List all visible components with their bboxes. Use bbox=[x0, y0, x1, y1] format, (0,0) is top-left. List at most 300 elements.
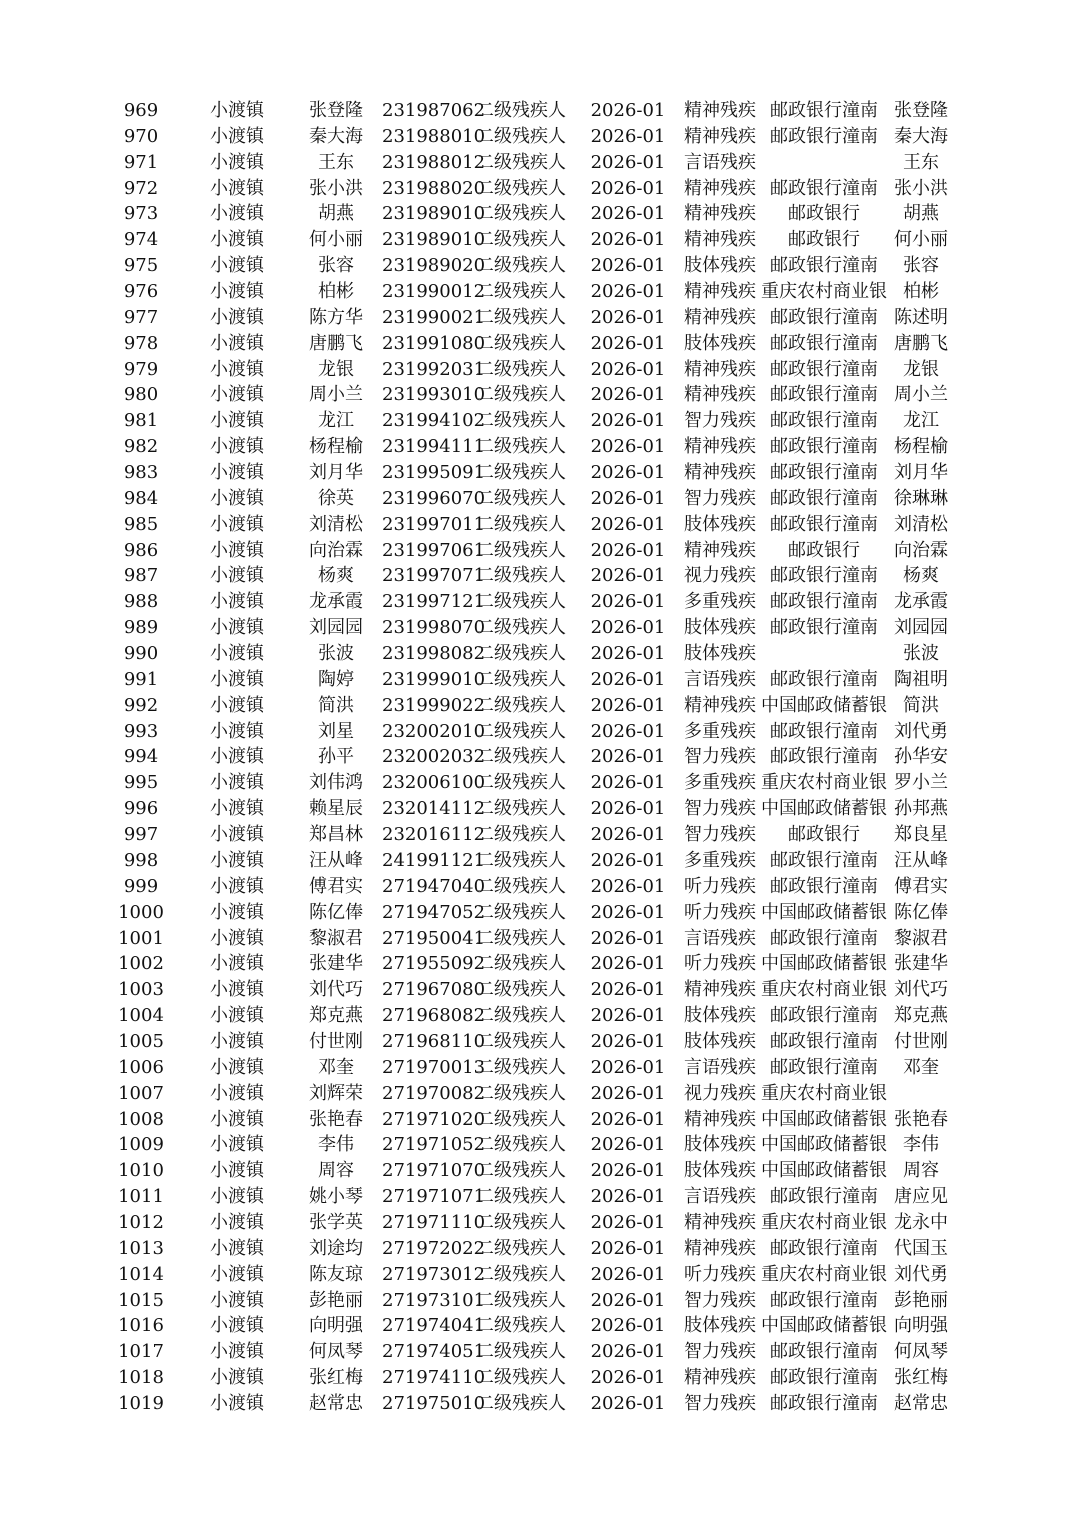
town-cell: 小渡镇 bbox=[210, 772, 264, 794]
name-cell: 傅君实 bbox=[309, 875, 363, 897]
bank-cell bbox=[770, 486, 878, 512]
row-number: 997 bbox=[123, 824, 159, 846]
disability-level-cell: 二级残疾人 bbox=[476, 591, 566, 613]
bank-cell bbox=[770, 1184, 878, 1210]
name-cell: 邓奎 bbox=[318, 1056, 354, 1078]
bank-text: 重庆农村商业银 bbox=[761, 772, 887, 794]
payee-cell: 张容 bbox=[903, 255, 939, 277]
bank-text: 邮政银行潼南 bbox=[770, 927, 878, 949]
row-number: 988 bbox=[123, 591, 159, 613]
disability-level-cell: 二级残疾人 bbox=[476, 281, 566, 303]
town-cell: 小渡镇 bbox=[210, 177, 264, 199]
disability-type-cell: 智力残疾 bbox=[684, 487, 756, 509]
row-number: 992 bbox=[123, 694, 159, 716]
bank-cell bbox=[770, 641, 878, 667]
date-cell: 2026-01 bbox=[590, 125, 666, 147]
disability-type-cell: 肢体残疾 bbox=[684, 1134, 756, 1156]
row-number: 990 bbox=[123, 643, 159, 665]
disability-level-cell: 二级残疾人 bbox=[476, 901, 566, 923]
town-cell: 小渡镇 bbox=[210, 358, 264, 380]
row-number: 1004 bbox=[118, 1005, 164, 1027]
payee-cell: 陈述明 bbox=[894, 306, 948, 328]
date-cell: 2026-01 bbox=[590, 694, 666, 716]
name-cell: 姚小琴 bbox=[309, 1186, 363, 1208]
disability-type-cell: 肢体残疾 bbox=[684, 1160, 756, 1182]
date-cell: 2026-01 bbox=[590, 1005, 666, 1027]
town-cell: 小渡镇 bbox=[210, 643, 264, 665]
bank-cell bbox=[770, 253, 878, 279]
bank-text: 中国邮政储蓄银 bbox=[761, 798, 887, 820]
disability-type-cell: 精神残疾 bbox=[684, 384, 756, 406]
table-row bbox=[0, 796, 1075, 822]
row-number: 981 bbox=[123, 410, 159, 432]
disability-type-cell: 智力残疾 bbox=[684, 1341, 756, 1363]
name-cell: 刘月华 bbox=[309, 462, 363, 484]
disability-level-cell: 二级残疾人 bbox=[476, 875, 566, 897]
bank-text: 邮政银行潼南 bbox=[770, 1237, 878, 1259]
bank-cell bbox=[770, 1391, 878, 1417]
payee-cell: 何凤琴 bbox=[894, 1341, 948, 1363]
payee-cell: 陈亿俸 bbox=[894, 901, 948, 923]
town-cell: 小渡镇 bbox=[210, 849, 264, 871]
bank-text: 中国邮政储蓄银 bbox=[761, 901, 887, 923]
row-number: 972 bbox=[123, 177, 159, 199]
bank-cell bbox=[770, 1339, 878, 1365]
table-row bbox=[0, 1288, 1075, 1314]
bank-text: 邮政银行潼南 bbox=[770, 617, 878, 639]
table-row bbox=[0, 382, 1075, 408]
table-row bbox=[0, 1236, 1075, 1262]
date-cell: 2026-01 bbox=[590, 539, 666, 561]
bank-cell bbox=[770, 98, 878, 124]
name-cell: 杨程榆 bbox=[309, 436, 363, 458]
table-row bbox=[0, 848, 1075, 874]
town-cell: 小渡镇 bbox=[210, 255, 264, 277]
bank-text: 邮政银行潼南 bbox=[770, 668, 878, 690]
disability-type-cell: 精神残疾 bbox=[684, 203, 756, 225]
date-cell: 2026-01 bbox=[590, 229, 666, 251]
town-cell: 小渡镇 bbox=[210, 1005, 264, 1027]
payee-cell: 彭艳丽 bbox=[894, 1289, 948, 1311]
bank-cell bbox=[770, 822, 878, 848]
table-row bbox=[0, 1158, 1075, 1184]
town-cell: 小渡镇 bbox=[210, 1186, 264, 1208]
name-cell: 何小丽 bbox=[309, 229, 363, 251]
disability-type-cell: 精神残疾 bbox=[684, 1108, 756, 1130]
disability-level-cell: 二级残疾人 bbox=[476, 1160, 566, 1182]
disability-type-cell: 肢体残疾 bbox=[684, 617, 756, 639]
bank-text: 邮政银行潼南 bbox=[770, 720, 878, 742]
payee-cell: 向治霖 bbox=[894, 539, 948, 561]
payee-cell: 唐应见 bbox=[894, 1186, 948, 1208]
row-number: 969 bbox=[123, 100, 159, 121]
row-number: 991 bbox=[123, 668, 159, 690]
table-row bbox=[0, 900, 1075, 926]
name-cell: 刘辉荣 bbox=[309, 1082, 363, 1104]
payee-cell: 杨程榆 bbox=[894, 436, 948, 458]
disability-type-cell: 精神残疾 bbox=[684, 436, 756, 458]
disability-level-cell: 二级残疾人 bbox=[476, 332, 566, 354]
bank-cell bbox=[770, 1236, 878, 1262]
id-number-cell: 231997061 bbox=[382, 539, 486, 561]
id-number-cell: 231994102 bbox=[382, 410, 486, 432]
town-cell: 小渡镇 bbox=[210, 875, 264, 897]
payee-cell: 刘代勇 bbox=[894, 720, 948, 742]
date-cell: 2026-01 bbox=[590, 849, 666, 871]
date-cell: 2026-01 bbox=[590, 1134, 666, 1156]
row-number: 977 bbox=[123, 306, 159, 328]
payee-cell: 周小兰 bbox=[894, 384, 948, 406]
disability-type-cell: 肢体残疾 bbox=[684, 255, 756, 277]
bank-text: 中国邮政储蓄银 bbox=[761, 1108, 887, 1130]
row-number: 980 bbox=[123, 384, 159, 406]
bank-cell bbox=[770, 719, 878, 745]
payee-cell: 刘园园 bbox=[894, 617, 948, 639]
bank-text: 邮政银行潼南 bbox=[770, 1289, 878, 1311]
bank-cell bbox=[770, 460, 878, 486]
table-row bbox=[0, 201, 1075, 227]
date-cell: 2026-01 bbox=[590, 1392, 666, 1414]
table-row bbox=[0, 563, 1075, 589]
id-number-cell: 231988012 bbox=[382, 151, 486, 173]
disability-level-cell: 二级残疾人 bbox=[476, 1056, 566, 1078]
date-cell: 2026-01 bbox=[590, 332, 666, 354]
payee-cell: 赵常忠 bbox=[894, 1392, 948, 1414]
bank-text: 邮政银行潼南 bbox=[770, 1005, 878, 1027]
id-number-cell: 231997011 bbox=[382, 513, 486, 535]
date-cell: 2026-01 bbox=[590, 720, 666, 742]
table-row bbox=[0, 1210, 1075, 1236]
disability-level-cell: 二级残疾人 bbox=[476, 565, 566, 587]
name-cell: 张登隆 bbox=[309, 100, 363, 121]
payee-cell: 代国玉 bbox=[894, 1237, 948, 1259]
town-cell: 小渡镇 bbox=[210, 1341, 264, 1363]
disability-type-cell: 肢体残疾 bbox=[684, 1315, 756, 1337]
disability-type-cell: 精神残疾 bbox=[684, 100, 756, 121]
bank-text: 邮政银行潼南 bbox=[770, 513, 878, 535]
payee-cell: 柏彬 bbox=[903, 281, 939, 303]
disability-type-cell: 多重残疾 bbox=[684, 772, 756, 794]
disability-level-cell: 二级残疾人 bbox=[476, 229, 566, 251]
name-cell: 郑克燕 bbox=[309, 1005, 363, 1027]
disability-type-cell: 智力残疾 bbox=[684, 1392, 756, 1414]
row-number: 970 bbox=[123, 125, 159, 147]
name-cell: 彭艳丽 bbox=[309, 1289, 363, 1311]
disability-level-cell: 二级残疾人 bbox=[476, 617, 566, 639]
bank-text: 中国邮政储蓄银 bbox=[761, 1315, 887, 1337]
table-row bbox=[0, 460, 1075, 486]
date-cell: 2026-01 bbox=[590, 1108, 666, 1130]
bank-text: 邮政银行潼南 bbox=[770, 462, 878, 484]
bank-text: 邮政银行潼南 bbox=[770, 565, 878, 587]
row-number: 1014 bbox=[118, 1263, 164, 1285]
id-number-cell: 271974041 bbox=[382, 1315, 486, 1337]
name-cell: 汪从峰 bbox=[309, 849, 363, 871]
disability-level-cell: 二级残疾人 bbox=[476, 1082, 566, 1104]
bank-text: 邮政银行潼南 bbox=[770, 384, 878, 406]
disability-type-cell: 言语残疾 bbox=[684, 668, 756, 690]
name-cell: 秦大海 bbox=[309, 125, 363, 147]
town-cell: 小渡镇 bbox=[210, 229, 264, 251]
disability-level-cell: 二级残疾人 bbox=[476, 1108, 566, 1130]
bank-cell bbox=[761, 1107, 887, 1133]
payee-cell: 郑克燕 bbox=[894, 1005, 948, 1027]
name-cell: 陈方华 bbox=[309, 306, 363, 328]
bank-text: 中国邮政储蓄银 bbox=[761, 1160, 887, 1182]
bank-cell bbox=[761, 1158, 887, 1184]
town-cell: 小渡镇 bbox=[210, 979, 264, 1001]
town-cell: 小渡镇 bbox=[210, 824, 264, 846]
bank-cell bbox=[770, 615, 878, 641]
row-number: 1006 bbox=[118, 1056, 164, 1078]
bank-text: 邮政银行潼南 bbox=[770, 1030, 878, 1052]
disability-type-cell: 多重残疾 bbox=[684, 720, 756, 742]
disability-level-cell: 二级残疾人 bbox=[476, 927, 566, 949]
row-number: 983 bbox=[123, 462, 159, 484]
id-number-cell: 271973101 bbox=[382, 1289, 486, 1311]
bank-cell bbox=[770, 1288, 878, 1314]
table-row bbox=[0, 1339, 1075, 1365]
id-number-cell: 271967080 bbox=[382, 979, 486, 1001]
id-number-cell: 271972022 bbox=[382, 1237, 486, 1259]
disability-level-cell: 二级残疾人 bbox=[476, 462, 566, 484]
disability-level-cell: 二级残疾人 bbox=[476, 798, 566, 820]
disability-level-cell: 二级残疾人 bbox=[476, 694, 566, 716]
id-number-cell: 232006100 bbox=[382, 772, 486, 794]
table-row bbox=[0, 615, 1075, 641]
disability-level-cell: 二级残疾人 bbox=[476, 1315, 566, 1337]
name-cell: 何凤琴 bbox=[309, 1341, 363, 1363]
bank-cell bbox=[770, 1055, 878, 1081]
table-row bbox=[0, 1365, 1075, 1391]
table-row bbox=[0, 331, 1075, 357]
date-cell: 2026-01 bbox=[590, 384, 666, 406]
date-cell: 2026-01 bbox=[590, 617, 666, 639]
table-row bbox=[0, 253, 1075, 279]
disability-type-cell: 听力残疾 bbox=[684, 875, 756, 897]
payee-cell: 何小丽 bbox=[894, 229, 948, 251]
date-cell: 2026-01 bbox=[590, 1237, 666, 1259]
payee-cell: 罗小兰 bbox=[894, 772, 948, 794]
payee-cell: 秦大海 bbox=[894, 125, 948, 147]
table-row bbox=[0, 1391, 1075, 1417]
disability-level-cell: 二级残疾人 bbox=[476, 384, 566, 406]
disability-level-cell: 二级残疾人 bbox=[476, 668, 566, 690]
bank-cell bbox=[761, 1210, 887, 1236]
bank-cell bbox=[761, 977, 887, 1003]
town-cell: 小渡镇 bbox=[210, 306, 264, 328]
payee-cell: 刘月华 bbox=[894, 462, 948, 484]
table-row bbox=[0, 874, 1075, 900]
name-cell: 周小兰 bbox=[309, 384, 363, 406]
name-cell: 陶婷 bbox=[318, 668, 354, 690]
row-number: 994 bbox=[123, 746, 159, 768]
disability-type-cell: 肢体残疾 bbox=[684, 1005, 756, 1027]
row-number: 974 bbox=[123, 229, 159, 251]
bank-cell bbox=[770, 538, 878, 564]
id-number-cell: 231997071 bbox=[382, 565, 486, 587]
payee-cell: 李伟 bbox=[903, 1134, 939, 1156]
town-cell: 小渡镇 bbox=[210, 410, 264, 432]
disability-level-cell: 二级残疾人 bbox=[476, 1134, 566, 1156]
date-cell: 2026-01 bbox=[590, 1082, 666, 1104]
disability-level-cell: 二级残疾人 bbox=[476, 1341, 566, 1363]
payee-cell: 黎淑君 bbox=[894, 927, 948, 949]
row-number: 973 bbox=[123, 203, 159, 225]
row-number: 1010 bbox=[118, 1160, 164, 1182]
disability-type-cell: 精神残疾 bbox=[684, 125, 756, 147]
date-cell: 2026-01 bbox=[590, 824, 666, 846]
table-row bbox=[0, 1029, 1075, 1055]
table-row bbox=[0, 1184, 1075, 1210]
date-cell: 2026-01 bbox=[590, 151, 666, 173]
row-number: 1018 bbox=[118, 1367, 164, 1389]
payee-cell: 张红梅 bbox=[894, 1367, 948, 1389]
disability-type-cell: 智力残疾 bbox=[684, 746, 756, 768]
town-cell: 小渡镇 bbox=[210, 694, 264, 716]
bank-cell bbox=[770, 848, 878, 874]
table-row bbox=[0, 279, 1075, 305]
town-cell: 小渡镇 bbox=[210, 100, 264, 121]
id-number-cell: 231992031 bbox=[382, 358, 486, 380]
disability-level-cell: 二级残疾人 bbox=[476, 1005, 566, 1027]
table-row bbox=[0, 1132, 1075, 1158]
table-row bbox=[0, 124, 1075, 150]
bank-cell bbox=[770, 589, 878, 615]
row-number: 999 bbox=[123, 875, 159, 897]
town-cell: 小渡镇 bbox=[210, 151, 264, 173]
disability-type-cell: 精神残疾 bbox=[684, 694, 756, 716]
id-number-cell: 231988020 bbox=[382, 177, 486, 199]
row-number: 998 bbox=[123, 849, 159, 871]
name-cell: 张建华 bbox=[309, 953, 363, 975]
row-number: 1005 bbox=[118, 1030, 164, 1052]
date-cell: 2026-01 bbox=[590, 255, 666, 277]
table-row bbox=[0, 977, 1075, 1003]
date-cell: 2026-01 bbox=[590, 875, 666, 897]
id-number-cell: 271973012 bbox=[382, 1263, 486, 1285]
bank-text: 邮政银行潼南 bbox=[770, 1341, 878, 1363]
table-row bbox=[0, 926, 1075, 952]
bank-cell bbox=[770, 926, 878, 952]
row-number: 982 bbox=[123, 436, 159, 458]
payee-cell: 龙承霞 bbox=[894, 591, 948, 613]
town-cell: 小渡镇 bbox=[210, 125, 264, 147]
row-number: 1007 bbox=[118, 1082, 164, 1104]
bank-cell bbox=[770, 1003, 878, 1029]
date-cell: 2026-01 bbox=[590, 772, 666, 794]
table-row bbox=[0, 305, 1075, 331]
town-cell: 小渡镇 bbox=[210, 1108, 264, 1130]
bank-text: 邮政银行 bbox=[788, 824, 860, 846]
disability-level-cell: 二级残疾人 bbox=[476, 1392, 566, 1414]
payee-cell: 刘代勇 bbox=[894, 1263, 948, 1285]
town-cell: 小渡镇 bbox=[210, 1030, 264, 1052]
row-number: 987 bbox=[123, 565, 159, 587]
bank-text: 重庆农村商业银 bbox=[761, 1263, 887, 1285]
town-cell: 小渡镇 bbox=[210, 1367, 264, 1389]
id-number-cell: 271971071 bbox=[382, 1186, 486, 1208]
row-number: 1013 bbox=[118, 1237, 164, 1259]
bank-text: 重庆农村商业银 bbox=[761, 979, 887, 1001]
town-cell: 小渡镇 bbox=[210, 798, 264, 820]
id-number-cell: 231989010 bbox=[382, 203, 486, 225]
town-cell: 小渡镇 bbox=[210, 281, 264, 303]
name-cell: 赵常忠 bbox=[309, 1392, 363, 1414]
table-row bbox=[0, 1003, 1075, 1029]
name-cell: 付世刚 bbox=[309, 1030, 363, 1052]
id-number-cell: 271970082 bbox=[382, 1082, 486, 1104]
date-cell: 2026-01 bbox=[590, 901, 666, 923]
name-cell: 王东 bbox=[318, 151, 354, 173]
date-cell: 2026-01 bbox=[590, 1263, 666, 1285]
disability-level-cell: 二级残疾人 bbox=[476, 203, 566, 225]
row-number: 1017 bbox=[118, 1341, 164, 1363]
date-cell: 2026-01 bbox=[590, 1341, 666, 1363]
payee-cell: 唐鹏飞 bbox=[894, 332, 948, 354]
table-row bbox=[0, 589, 1075, 615]
id-number-cell: 271947040 bbox=[382, 875, 486, 897]
bank-text: 邮政银行 bbox=[788, 229, 860, 251]
date-cell: 2026-01 bbox=[590, 1160, 666, 1182]
payee-cell: 周容 bbox=[903, 1160, 939, 1182]
table-row bbox=[0, 822, 1075, 848]
payee-cell: 付世刚 bbox=[894, 1030, 948, 1052]
row-number: 1002 bbox=[118, 953, 164, 975]
date-cell: 2026-01 bbox=[590, 746, 666, 768]
disability-type-cell: 肢体残疾 bbox=[684, 513, 756, 535]
bank-text: 邮政银行潼南 bbox=[770, 1186, 878, 1208]
date-cell: 2026-01 bbox=[590, 1056, 666, 1078]
date-cell: 2026-01 bbox=[590, 487, 666, 509]
bank-text: 邮政银行潼南 bbox=[770, 746, 878, 768]
disability-level-cell: 二级残疾人 bbox=[476, 255, 566, 277]
town-cell: 小渡镇 bbox=[210, 1315, 264, 1337]
id-number-cell: 231996070 bbox=[382, 487, 486, 509]
id-number-cell: 231997121 bbox=[382, 591, 486, 613]
payee-cell: 张波 bbox=[903, 643, 939, 665]
name-cell: 李伟 bbox=[318, 1134, 354, 1156]
bank-cell bbox=[770, 201, 878, 227]
row-number: 1012 bbox=[118, 1211, 164, 1233]
row-number: 1009 bbox=[118, 1134, 164, 1156]
payee-cell: 简洪 bbox=[903, 694, 939, 716]
date-cell: 2026-01 bbox=[590, 1211, 666, 1233]
id-number-cell: 232014112 bbox=[382, 798, 486, 820]
payee-cell: 龙江 bbox=[903, 410, 939, 432]
bank-cell bbox=[761, 796, 887, 822]
payee-cell: 王东 bbox=[903, 151, 939, 173]
id-number-cell: 271968110 bbox=[382, 1030, 486, 1052]
disability-level-cell: 二级残疾人 bbox=[476, 746, 566, 768]
disability-type-cell: 精神残疾 bbox=[684, 462, 756, 484]
row-number: 993 bbox=[123, 720, 159, 742]
name-cell: 张艳春 bbox=[309, 1108, 363, 1130]
disability-type-cell: 精神残疾 bbox=[684, 358, 756, 380]
table-row bbox=[0, 150, 1075, 176]
disability-level-cell: 二级残疾人 bbox=[476, 1211, 566, 1233]
disability-type-cell: 精神残疾 bbox=[684, 539, 756, 561]
town-cell: 小渡镇 bbox=[210, 1263, 264, 1285]
name-cell: 刘伟鸿 bbox=[309, 772, 363, 794]
date-cell: 2026-01 bbox=[590, 1367, 666, 1389]
bank-text: 邮政银行潼南 bbox=[770, 332, 878, 354]
date-cell: 2026-01 bbox=[590, 1030, 666, 1052]
disability-level-cell: 二级残疾人 bbox=[476, 643, 566, 665]
disability-type-cell: 精神残疾 bbox=[684, 281, 756, 303]
disability-type-cell: 言语残疾 bbox=[684, 1186, 756, 1208]
disability-level-cell: 二级残疾人 bbox=[476, 410, 566, 432]
